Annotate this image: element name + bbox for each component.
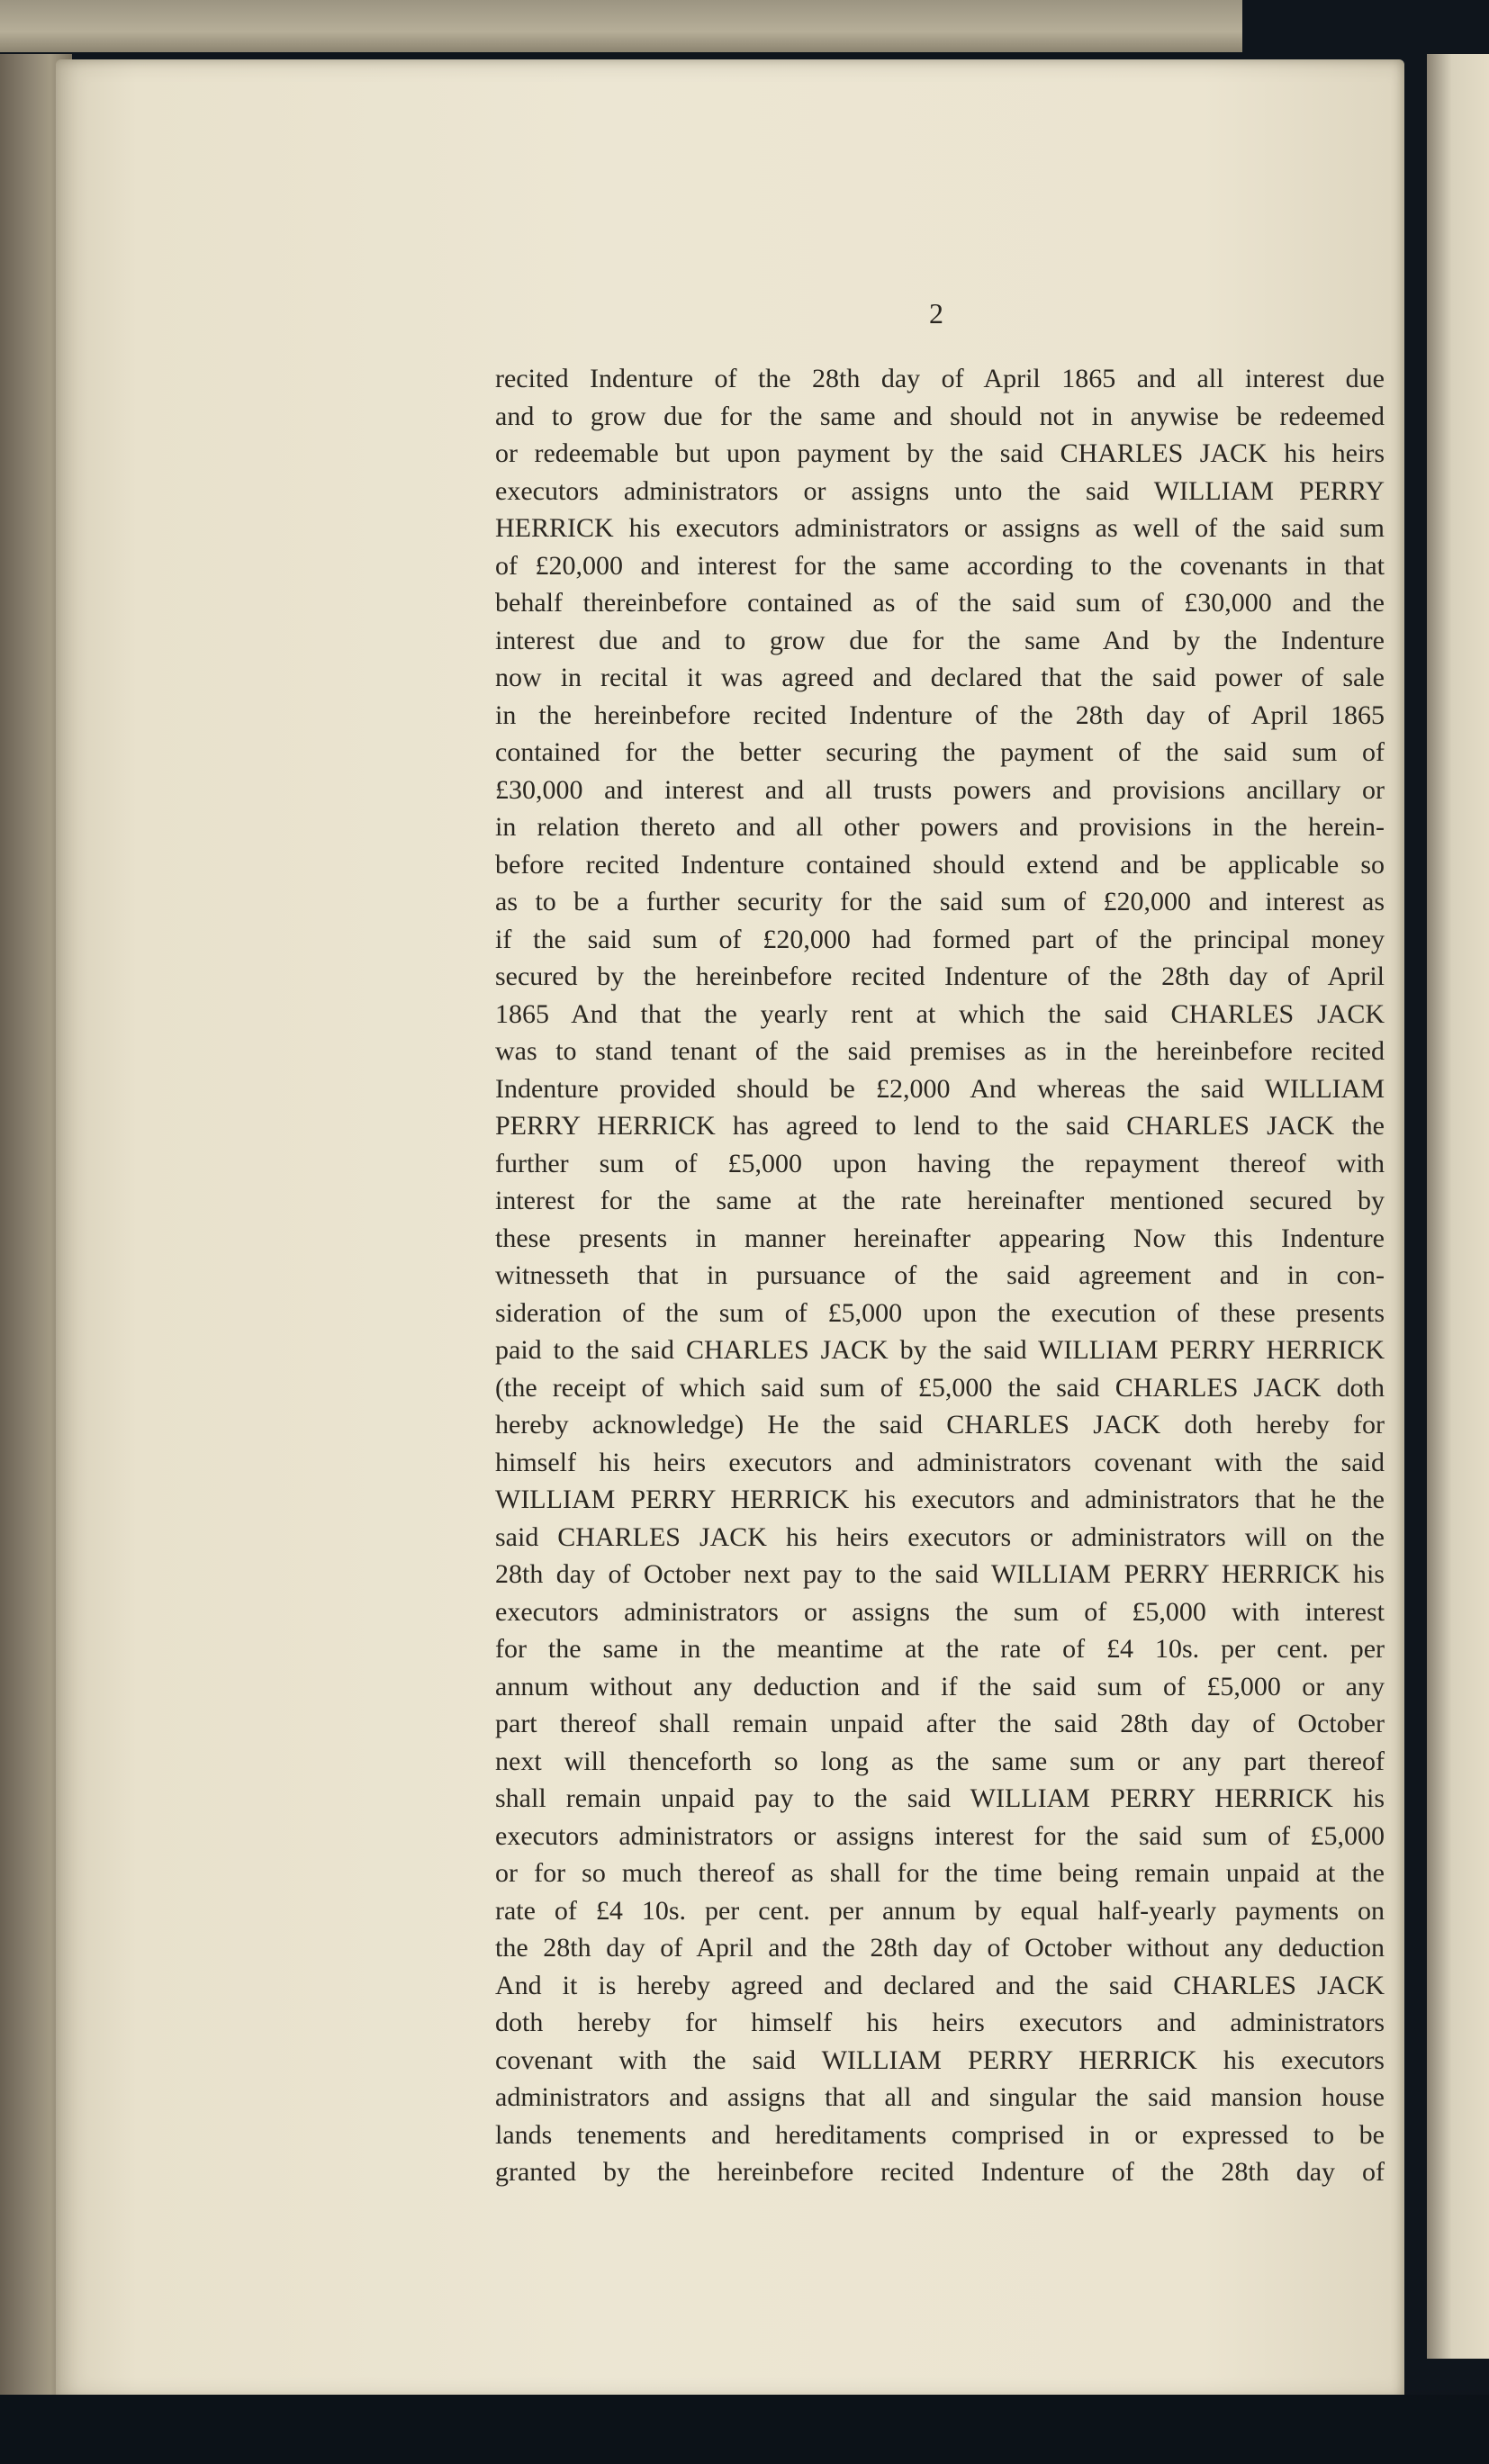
text-line: and to grow due for the same and should not in anywise be redeemed: [495, 401, 1385, 431]
text-line: rate of £4 10s. per cent. per annum by equal half-yearly payments on: [495, 1895, 1385, 1926]
text-line: next will thenceforth so long as the same sum or any part thereof: [495, 1746, 1385, 1776]
text-line: 1865 And that the yearly rent at which the said CHARLES JACK: [495, 998, 1385, 1029]
text-line: covenant with the said WILLIAM PERRY HERRICK his executors: [495, 2044, 1385, 2075]
body-text: [495, 360, 1385, 2191]
text-line: executors administrators or assigns the sum of £5,000 with interest: [495, 1596, 1385, 1627]
text-line: granted by the hereinbefore recited Indenture of the 28th day of: [495, 2157, 1385, 2187]
text-line: the 28th day of April and the 28th day of October without any deduction: [495, 1933, 1385, 1963]
text-line: interest for the same at the rate hereinafter mentioned secured by: [495, 1186, 1385, 1215]
text-line: for the same in the meantime at the rate of £4 10s. per cent. per: [495, 1634, 1385, 1664]
text-line: paid to the said CHARLES JACK by the said WILLIAM PERRY HERRICK: [495, 1335, 1385, 1365]
text-line: in the hereinbefore recited Indenture of the 28th day of April 1865: [495, 699, 1385, 730]
text-line: interest due and to grow due for the same And by the Indenture: [495, 625, 1385, 655]
text-line: these presents in manner hereinafter appearing Now this Indenture: [495, 1223, 1385, 1253]
text-line: 28th day of October next pay to the said WILLIAM PERRY HERRICK his: [495, 1559, 1385, 1589]
text-line: HERRICK his executors administrators or assigns as well of the said sum: [495, 513, 1385, 543]
text-line: witnesseth that in pursuance of the said agreement and in con-: [495, 1260, 1385, 1290]
text-line: contained for the better securing the payment of the said sum of: [495, 737, 1385, 767]
text-line: executors administrators or assigns interest for the said sum of £5,000: [495, 1820, 1385, 1851]
text-line: shall remain unpaid pay to the said WILLIAM PERRY HERRICK his: [495, 1783, 1385, 1813]
text-line: hereby acknowledge) He the said CHARLES JACK doth hereby for: [495, 1410, 1385, 1440]
previous-page-edge: [0, 0, 1242, 52]
page-number: 2: [929, 297, 943, 329]
text-line: was to stand tenant of the said premises as in the hereinbefore recited: [495, 1036, 1385, 1066]
text-line: or redeemable but upon payment by the said CHARLES JACK his heirs: [495, 438, 1385, 468]
text-line: PERRY HERRICK has agreed to lend to the said CHARLES JACK the: [495, 1111, 1385, 1141]
text-line: said CHARLES JACK his heirs executors or administrators will on the: [495, 1521, 1385, 1552]
text-line: And it is hereby agreed and declared and the said CHARLES JACK: [495, 1970, 1385, 2000]
text-line: doth hereby for himself his heirs executors and administrators: [495, 2008, 1385, 2037]
text-line: (the receipt of which said sum of £5,000 the said CHARLES JACK doth: [495, 1372, 1385, 1403]
text-line: WILLIAM PERRY HERRICK his executors and administrators that he the: [495, 1485, 1385, 1514]
next-page-edge: [1427, 54, 1489, 2359]
text-line: now in recital it was agreed and declared that the said power of sale: [495, 663, 1385, 692]
text-line: recited Indenture of the 28th day of April 1865 and all interest due: [495, 364, 1385, 393]
text-line: lands tenements and hereditaments comprised in or expressed to be: [495, 2119, 1385, 2150]
text-line: sideration of the sum of £5,000 upon the execution of these presents: [495, 1297, 1385, 1328]
text-line: if the said sum of £20,000 had formed part of the principal money: [495, 924, 1385, 954]
text-line: annum without any deduction and if the said sum of £5,000 or any: [495, 1671, 1385, 1701]
text-line: of £20,000 and interest for the same according to the covenants in that: [495, 550, 1385, 581]
text-line: executors administrators or assigns unto the said WILLIAM PERRY: [495, 475, 1385, 506]
text-line: administrators and assigns that all and singular the said mansion house: [495, 2082, 1385, 2112]
text-line: before recited Indenture contained should extend and be applicable so: [495, 849, 1385, 880]
bottom-background: [0, 2395, 1489, 2464]
text-line: in relation thereto and all other powers and provisions in the herein-: [495, 812, 1385, 842]
text-line: secured by the hereinbefore recited Indenture of the 28th day of April: [495, 961, 1385, 991]
text-line: behalf thereinbefore contained as of the said sum of £30,000 and the: [495, 588, 1385, 618]
text-line: £30,000 and interest and all trusts powers and provisions ancillary or: [495, 774, 1385, 805]
text-line: Indenture provided should be £2,000 And whereas the said WILLIAM: [495, 1073, 1385, 1104]
text-line: part thereof shall remain unpaid after the said 28th day of October: [495, 1709, 1385, 1738]
text-line: further sum of £5,000 upon having the repayment thereof with: [495, 1148, 1385, 1178]
text-line: as to be a further security for the said sum of £20,000 and interest as: [495, 887, 1385, 916]
text-line: or for so much thereof as shall for the time being remain unpaid at the: [495, 1858, 1385, 1888]
text-line: himself his heirs executors and administrators covenant with the said: [495, 1447, 1385, 1477]
